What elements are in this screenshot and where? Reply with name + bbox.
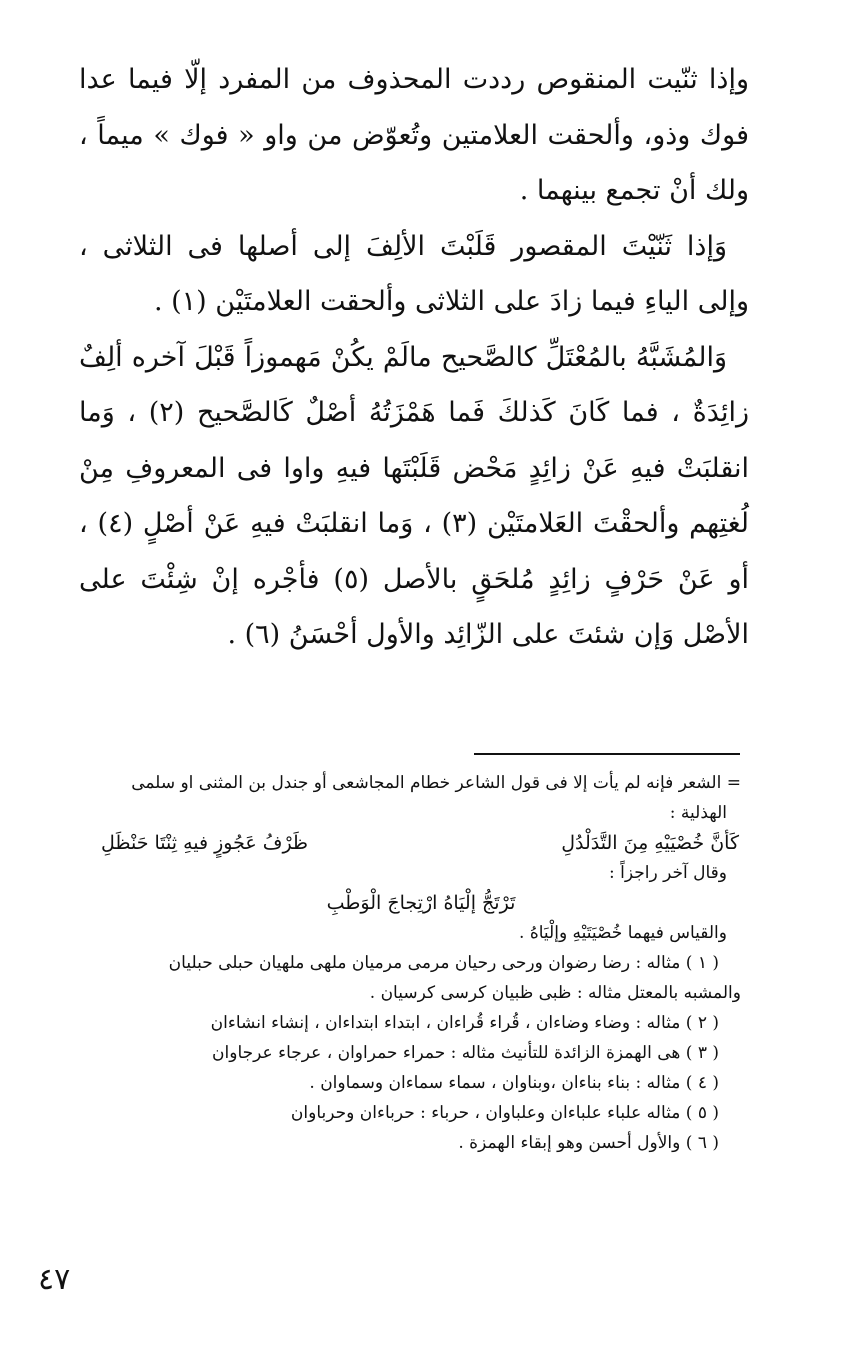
footnote-1: ( ١ ) مثاله : رضا رضوان ورحى رحيان مرمى مرميان ملهى ملهيان حبلى حبليان	[168, 953, 719, 973]
footnote-5: ( ٥ ) مثاله علباء علباءان وعلباوان ، حرباء : حرباءان وحرباوان	[290, 1103, 719, 1123]
footnote-6: ( ٦ ) والأول أحسن وهو إبقاء الهمزة .	[458, 1133, 719, 1153]
footnote-2: ( ٢ ) مثاله : وضاء وضاءان ، قُراء قُراءان ، ابتداء ابتداءان ، إنشاء انشاءان	[210, 1013, 719, 1033]
page-number: ٤٧	[38, 1262, 71, 1297]
poem-first-hemistich: كَأنَّ خُصْيَيْهِ مِنَ التَّدَلْدُلِ	[561, 832, 739, 854]
main-text	[79, 52, 749, 663]
footnotes	[101, 768, 741, 1158]
footnote-continuation-2: الهذلية :	[669, 803, 727, 823]
footnote-4: ( ٤ ) مثاله : بناء بناءان ،وبناوان ، سماء سماءان وسماوان .	[309, 1073, 719, 1093]
rajaz-intro: وقال آخر راجزاً :	[609, 863, 727, 883]
rajaz-verse: تَرْتَجُّ إلْيَاهُ ارْتِجاجَ الْوَطْبِ	[326, 892, 516, 914]
footnote-separator	[474, 753, 740, 755]
poem-verse	[101, 828, 741, 858]
paragraph-maqsur: وَإذا ثَنّيْتَ المقصور قَلَبْتَ الألِفَ إلى أصلها فى الثلاثى ، وإلى الياءِ فيما زادَ على الثلاثى وألحقت العلامتَيْن (١) .	[79, 230, 749, 317]
qiyas-line: والقياس فيهما خُصْيَتَيْهِ وإلْيَاهُ .	[519, 923, 727, 943]
footnote-continuation: = الشعر فإنه لم يأت إلا فى قول الشاعر خطام المجاشعى أو جندل بن المثنى او سلمى	[131, 773, 741, 793]
paragraph-mushabbah: وَالمُشَبَّهُ بالمُعْتَلِّ كالصَّحيح مالَمْ يكُنْ مَهموزاً قَبْلَ آخره ألِفٌ زائِدَةٌ ، فما كَانَ كَذلكَ فَما هَمْزَتُهُ أصْلٌ كَالصَّحيح (٢) ، وَما انقلبَتْ فيهِ عَنْ زائِدٍ مَحْض قَلَبْتَها فيهِ واوا فى المعروفِ مِنْ لُغتِهم وألحقْتَ العَلامتَيْن (٣) ، وَما انقلبَتْ فيهِ عَنْ أصْلٍ (٤) ، أو عَنْ حَرْفٍ زائِدٍ مُلحَقٍ بالأصل (٥) فأجْره إنْ شِئْتَ على الأصْل وَإن شئتَ على الزّائِد والأول أحْسَنُ (٦) .	[79, 341, 750, 650]
paragraph-manqus: وإذا ثنّيت المنقوص رددت المحذوف من المفرد إلّا فيما عدا فوك وذو، وألحقت العلامتين وتُعوّض من واو « فوك » ميماً ، ولك أنْ تجمع بينهما .	[79, 64, 749, 206]
poem-second-hemistich: ظَرْفُ عَجُوزٍ فيهِ ثِنْتَا حَنْظَلِ	[101, 832, 309, 854]
footnote-3: ( ٣ ) هى الهمزة الزائدة للتأنيث مثاله : حمراء حمراوان ، عرجاء عرجاوان	[212, 1043, 719, 1063]
footnote-1-continued: والمشبه بالمعتل مثاله : ظبى ظبيان كرسى كرسيان .	[369, 983, 741, 1003]
